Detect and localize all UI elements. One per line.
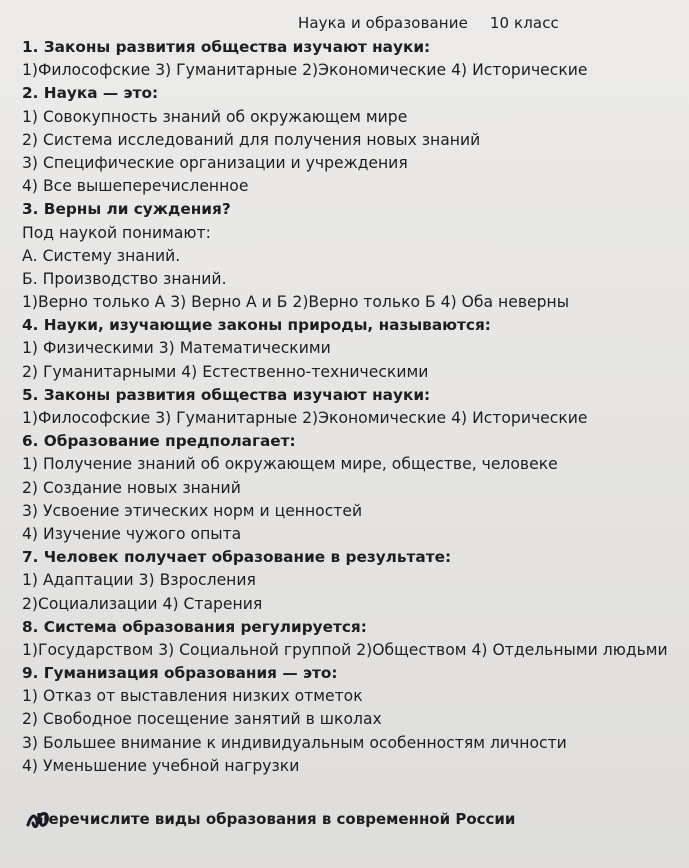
- question-1-options: 1)Философские 3) Гуманитарные 2)Экономические 4) Исторические: [22, 61, 588, 80]
- question-2-option-2: 2) Система исследований для получения новых знаний: [22, 130, 481, 149]
- question-4-options-row-1: 1) Физическими 3) Математическими: [22, 339, 331, 358]
- question-9-option-2: 2) Свободное посещение занятий в школах: [22, 710, 382, 729]
- question-6-title: 6. Образование предполагает:: [22, 432, 296, 451]
- question-2-option-3: 3) Специфические организации и учреждения: [22, 153, 408, 172]
- question-7-options-row-2: 2)Социализации 4) Старения: [22, 594, 263, 613]
- question-6-option-2: 2) Создание новых знаний: [22, 478, 241, 497]
- question-list: [22, 36, 689, 831]
- question-9-option-3: 3) Большее внимание к индивидуальным особенностям личности: [22, 733, 567, 752]
- grade-label: 10 класс: [489, 14, 559, 32]
- question-3-prompt: Под наукой понимают:: [22, 223, 211, 242]
- question-4-options-row-2: 2) Гуманитарными 4) Естественно-техническими: [22, 362, 429, 381]
- spacer: [22, 778, 689, 808]
- question-4-title: 4. Науки, изучающие законы природы, называются:: [22, 316, 491, 335]
- question-5-options: 1)Философские 3) Гуманитарные 2)Экономические 4) Исторические: [22, 409, 588, 427]
- question-3-statement-a: А. Систему знаний.: [22, 246, 181, 265]
- question-9-option-4: 4) Уменьшение учебной нагрузки: [22, 756, 300, 775]
- question-7-options-row-1: 1) Адаптации 3) Взросления: [22, 571, 256, 590]
- handwritten-number-mark-icon: [25, 809, 53, 831]
- final-question-text: Перечислите виды образования в современной России: [36, 810, 516, 828]
- question-7-title: 7. Человек получает образование в результате:: [22, 548, 452, 567]
- question-2-option-4: 4) Все вышеперечисленное: [22, 177, 249, 196]
- question-6-option-4: 4) Изучение чужого опыта: [22, 524, 242, 543]
- subject-title: Наука и образование: [298, 14, 468, 32]
- question-9-option-1: 1) Отказ от выставления низких отметок: [22, 687, 363, 706]
- question-3-statement-b: Б. Производство знаний.: [22, 269, 227, 288]
- question-10-row: [22, 808, 689, 831]
- worksheet-header: [298, 14, 559, 32]
- question-6-option-3: 3) Усвоение этических норм и ценностей: [22, 501, 363, 520]
- question-5-title: 5. Законы развития общества изучают науки:: [22, 385, 431, 404]
- question-3-title: 3. Верны ли суждения?: [22, 200, 231, 219]
- question-8-options: 1)Государством 3) Социальной группой 2)Обществом 4) Отдельными людьми: [22, 640, 668, 659]
- question-2-option-1: 1) Совокупность знаний об окружающем мире: [22, 107, 408, 126]
- question-9-title: 9. Гуманизация образования — это:: [22, 664, 338, 683]
- question-6-option-1: 1) Получение знаний об окружающем мире, обществе, человеке: [22, 455, 558, 474]
- question-2-title: 2. Наука — это:: [22, 84, 159, 103]
- question-1-title: 1. Законы развития общества изучают науки:: [22, 38, 431, 56]
- question-8-title: 8. Система образования регулируется:: [22, 617, 367, 636]
- question-3-options: 1)Верно только А 3) Верно А и Б 2)Верно только Б 4) Оба неверны: [22, 293, 570, 312]
